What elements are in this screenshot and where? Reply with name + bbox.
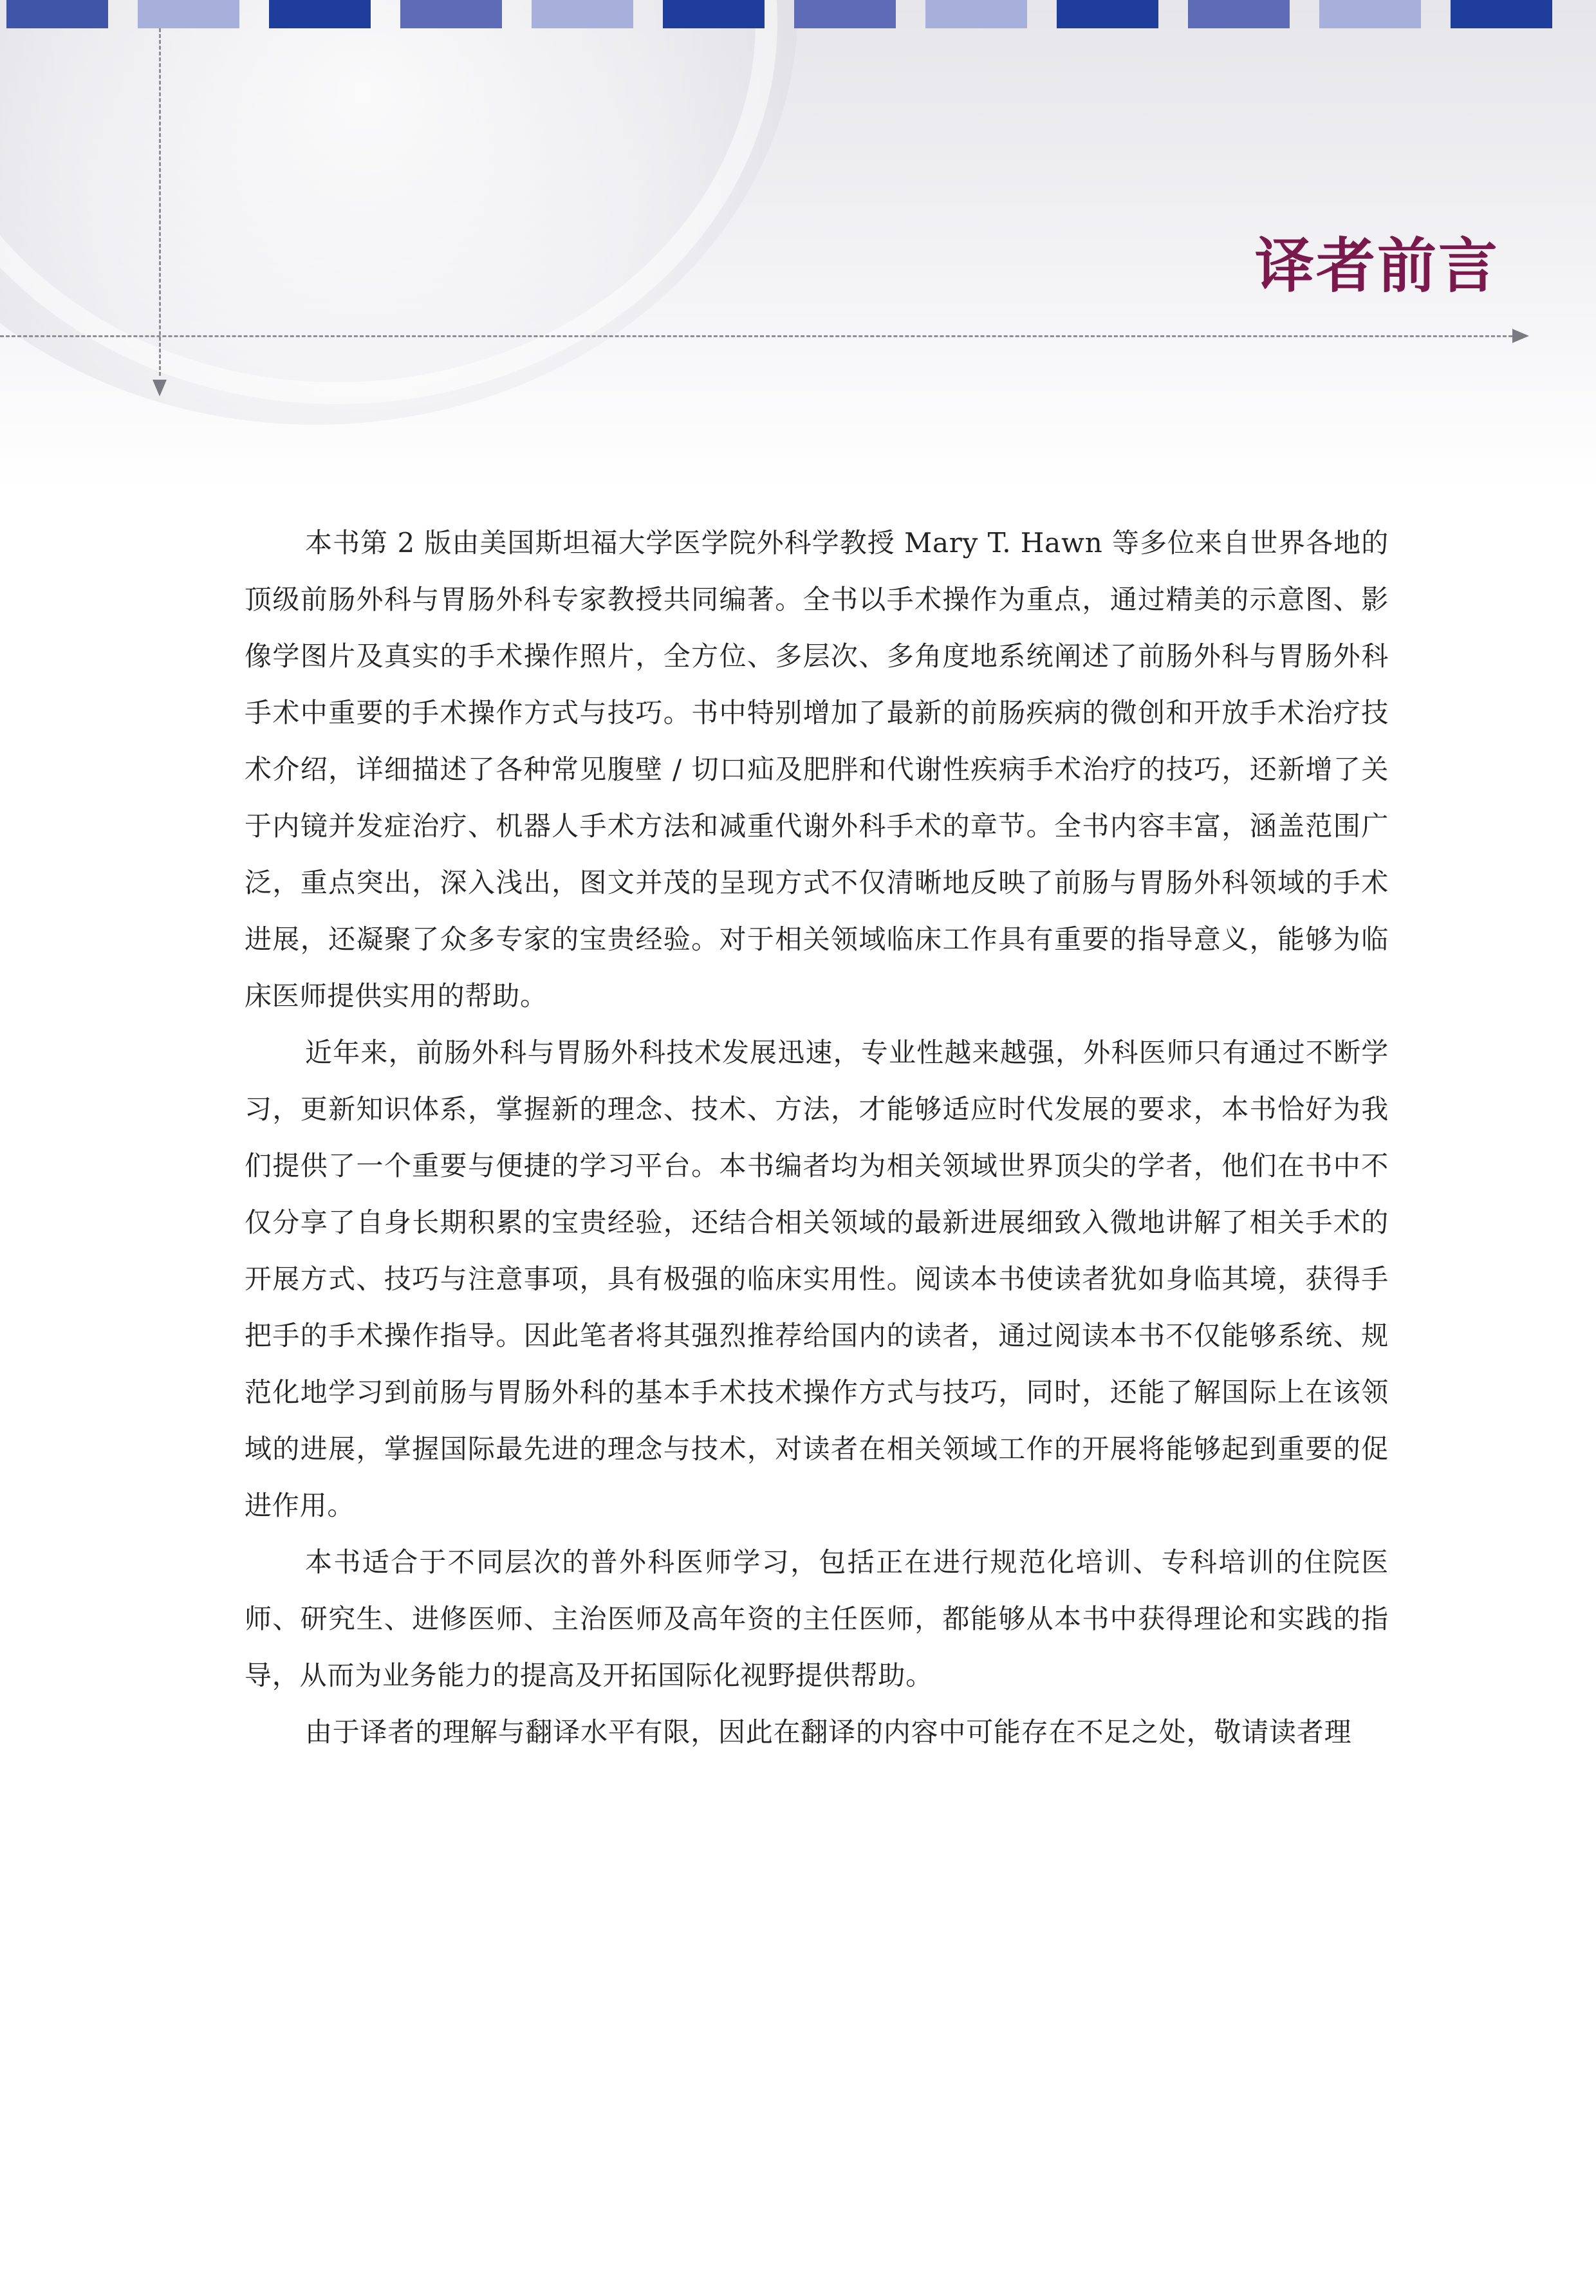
paragraph-4: 由于译者的理解与翻译水平有限，因此在翻译的内容中可能存在不足之处，敬请读者理 (305, 1716, 1352, 1748)
color-stripe-block (6, 0, 108, 28)
paragraph-2: 近年来，前肠外科与胃肠外科技术发展迅速，专业性越来越强，外科医师只有通过不断学习，更新知识体系，掌握新的理念、技术、方法，才能够适应时代发展的要求，本书恰好为我们提供了一个重要与便捷的学习平台。本书编者均为相关领域世界顶尖的学者，他们在书中不仅分享了自身长期积累的宝贵经验，还结合相关领域的最新进展细致入微地讲解了相关手术的开展方式、技巧与注意事项，具有极强的临床实用性。阅读本书使读者犹如身临其境，获得手把手的手术操作指导。因此笔者将其强烈推荐给国内的读者，通过阅读本书不仅能够系统、规范化地学习到前肠与胃肠外科的基本手术技术操作方式与技巧，同时，还能了解国际上在该领域的进展，掌握国际最先进的理念与技术，对读者在相关领域工作的开展将能够起到重要的促进作用。 (245, 1037, 1389, 1521)
color-stripe-block (794, 0, 896, 28)
arrow-down-icon (153, 380, 167, 396)
top-color-stripes (0, 0, 1596, 28)
color-stripe-block (269, 0, 371, 28)
arrow-right-icon (1512, 329, 1529, 343)
color-stripe-block (400, 0, 502, 28)
paragraph-3: 本书适合于不同层次的普外科医师学习，包括正在进行规范化培训、专科培训的住院医师、研究生、进修医师、主治医师及高年资的主任医师，都能够从本书中获得理论和实践的指导，从而为业务能力的提高及开拓国际化视野提供帮助。 (245, 1546, 1389, 1691)
paragraph-1: 本书第 2 版由美国斯坦福大学医学院外科学教授 Mary T. Hawn 等多位来自世界各地的顶级前肠外科与胃肠外科专家教授共同编著。全书以手术操作为重点，通过精美的示意图、影像学图片及真实的手术操作照片，全方位、多层次、多角度地系统阐述了前肠外科与胃肠外科手术中重要的手术操作方式与技巧。书中特别增加了最新的前肠疾病的微创和开放手术治疗技术介绍，详细描述了各种常见腹壁 / 切口疝及肥胖和代谢性疾病手术治疗的技巧，还新增了关于内镜并发症治疗、机器人手术方法和减重代谢外科手术的章节。全书内容丰富，涵盖范围广泛，重点突出，深入浅出，图文并茂的呈现方式不仅清晰地反映了前肠与胃肠外科领域的手术进展，还凝聚了众多专家的宝贵经验。对于相关领域临床工作具有重要的指导意义，能够为临床医师提供实用的帮助。 (245, 527, 1389, 1012)
color-stripe-block (663, 0, 765, 28)
color-stripe-block (1188, 0, 1290, 28)
color-stripe-block (925, 0, 1027, 28)
color-stripe-block (532, 0, 633, 28)
page-title: 译者前言 (1254, 232, 1499, 301)
color-stripe-block (1319, 0, 1421, 28)
horizontal-dashed-rule (0, 335, 1512, 337)
body-text (245, 515, 1389, 1761)
color-stripe-block (1451, 0, 1552, 28)
color-stripe-block (1057, 0, 1158, 28)
vertical-dashed-rule (159, 28, 161, 376)
color-stripe-block (138, 0, 239, 28)
